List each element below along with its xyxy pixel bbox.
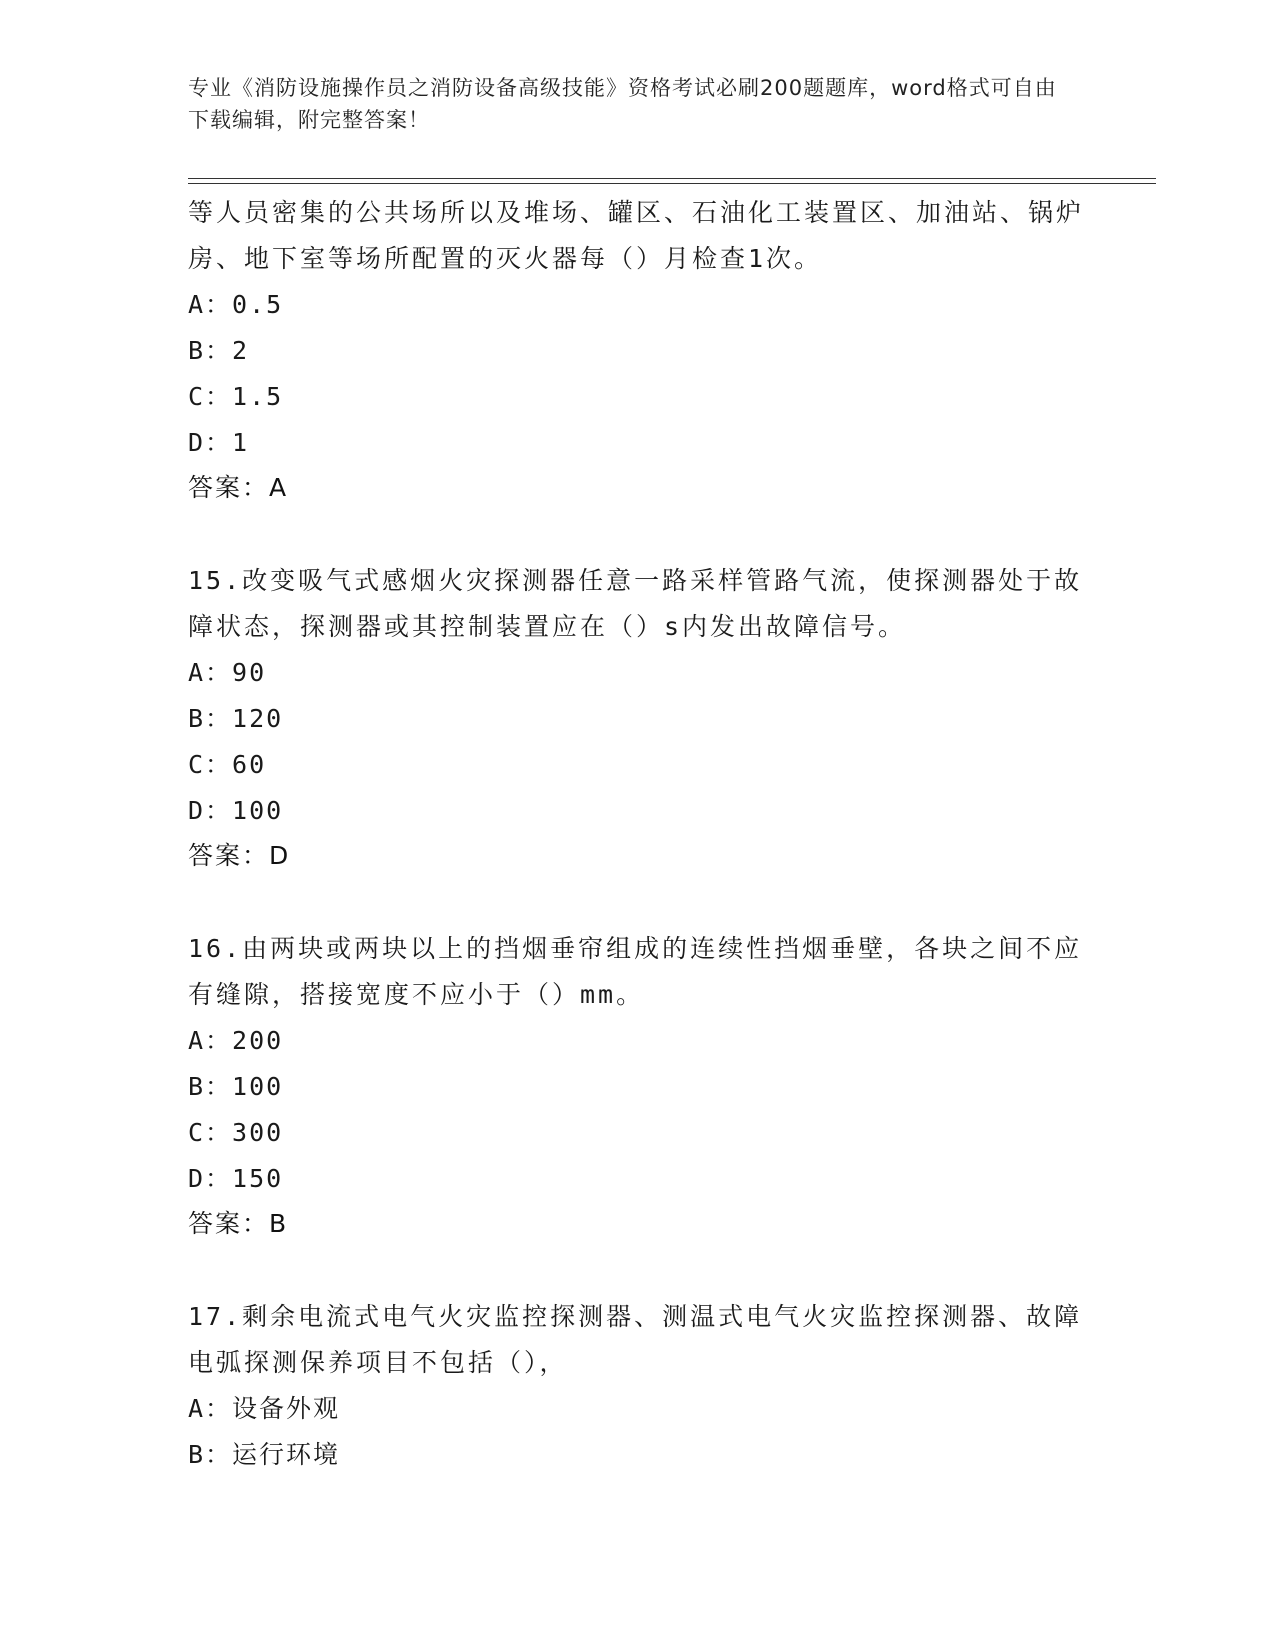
option-d: D：1 xyxy=(188,428,250,457)
header-divider-top xyxy=(188,178,1156,179)
question-list xyxy=(188,190,1088,1478)
answer-label: 答案：B xyxy=(188,1209,289,1238)
question-text: 16.由两块或两块以上的挡烟垂帘组成的连续性挡烟垂壁，各块之间不应有缝隙，搭接宽度不应小于（）mm。 xyxy=(188,934,1083,1009)
option-d: D：150 xyxy=(188,1164,284,1193)
question-14 xyxy=(188,190,1088,510)
question-text: 17.剩余电流式电气火灾监控探测器、测温式电气火灾监控探测器、故障电弧探测保养项目不包括（）， xyxy=(188,1302,1083,1377)
question-15 xyxy=(188,558,1088,878)
question-17 xyxy=(188,1294,1088,1478)
question-16 xyxy=(188,926,1088,1246)
answer-label: 答案：D xyxy=(188,841,291,870)
header-divider-bottom xyxy=(188,183,1156,184)
option-c: C：60 xyxy=(188,750,267,779)
question-text: 15.改变吸气式感烟火灾探测器任意一路采样管路气流，使探测器处于故障状态，探测器或其控制装置应在（）s内发出故障信号。 xyxy=(188,566,1083,641)
option-d: D：100 xyxy=(188,796,284,825)
question-text: 等人员密集的公共场所以及堆场、罐区、石油化工装置区、加油站、锅炉房、地下室等场所配置的灭火器每（）月检查1次。 xyxy=(188,198,1085,273)
option-a: A：200 xyxy=(188,1026,284,1055)
option-a: A：90 xyxy=(188,658,267,687)
option-a: A：设备外观 xyxy=(188,1394,341,1423)
option-a: A：0.5 xyxy=(188,290,284,319)
option-b: B：100 xyxy=(188,1072,284,1101)
answer-label: 答案：A xyxy=(188,473,289,502)
option-b: B：120 xyxy=(188,704,284,733)
option-b: B：2 xyxy=(188,336,250,365)
document-header: 专业《消防设施操作员之消防设备高级技能》资格考试必刷200题题库，word格式可自由下载编辑，附完整答案！ xyxy=(188,76,1057,132)
option-c: C：1.5 xyxy=(188,382,284,411)
option-b: B：运行环境 xyxy=(188,1440,341,1469)
option-c: C：300 xyxy=(188,1118,284,1147)
